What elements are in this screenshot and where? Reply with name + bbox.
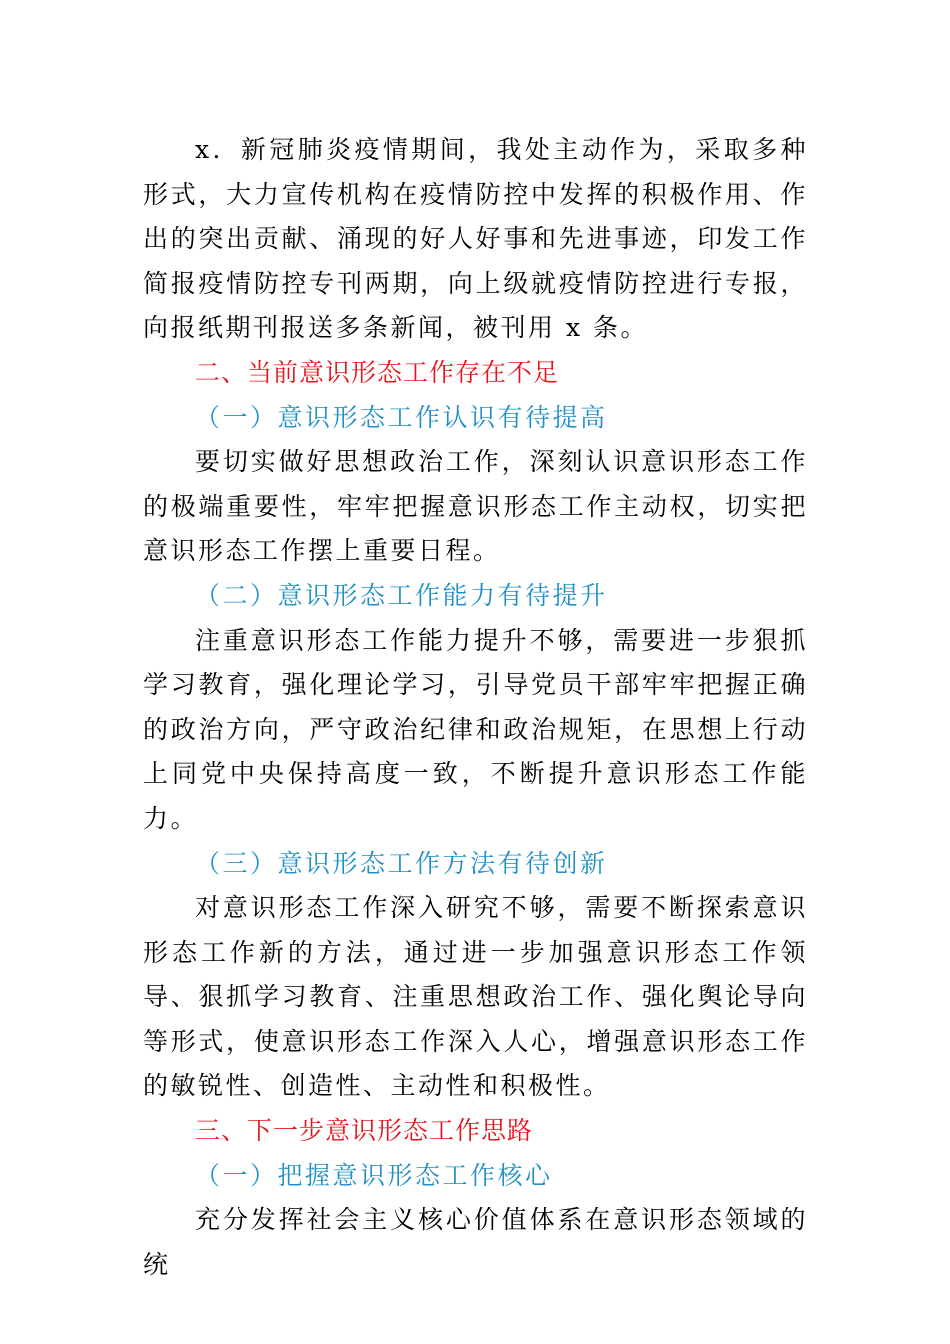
- section-heading-2: 二、当前意识形态工作存在不足: [195, 357, 560, 387]
- paragraph-2-2: 注重意识形态工作能力提升不够，需要进一步狠抓学习教育，强化理论学习，引导党员干部牢牢把握正确的政治方向，严守政治纪律和政治规矩，在思想上行动上同党中央保持高度一致，不断提升意识形态工作能力。: [143, 625, 808, 833]
- section-heading-3: 三、下一步意识形态工作思路: [195, 1116, 534, 1146]
- subsection-heading-3-1: （一）把握意识形态工作核心: [195, 1160, 553, 1190]
- subsection-heading-2-2: （二）意识形态工作能力有待提升: [195, 580, 608, 610]
- paragraph-2-3: 对意识形态工作深入研究不够，需要不断探索意识形态工作新的方法，通过进一步加强意识形态工作领导、狠抓学习教育、注重思想政治工作、强化舆论导向等形式，使意识形态工作深入人心，增强意识形态工作的敏锐性、创造性、主动性和积极性。: [143, 893, 808, 1101]
- paragraph-epidemic-publicity: x．新冠肺炎疫情期间，我处主动作为，采取多种形式，大力宣传机构在疫情防控中发挥的积极作用、作出的突出贡献、涌现的好人好事和先进事迹，印发工作简报疫情防控专刊两期，向上级就疫情防控进行专报，向报纸期刊报送多条新闻，被刊用 x 条。: [143, 135, 808, 343]
- subsection-heading-2-1: （一）意识形态工作认识有待提高: [195, 402, 608, 432]
- subsection-heading-2-3: （三）意识形态工作方法有待创新: [195, 848, 608, 878]
- document-body: [143, 128, 808, 1287]
- paragraph-2-1: 要切实做好思想政治工作，深刻认识意识形态工作的极端重要性，牢牢把握意识形态工作主动权，切实把意识形态工作摆上重要日程。: [143, 447, 808, 566]
- paragraph-3-1: 充分发挥社会主义核心价值体系在意识形态领域的统: [143, 1205, 808, 1279]
